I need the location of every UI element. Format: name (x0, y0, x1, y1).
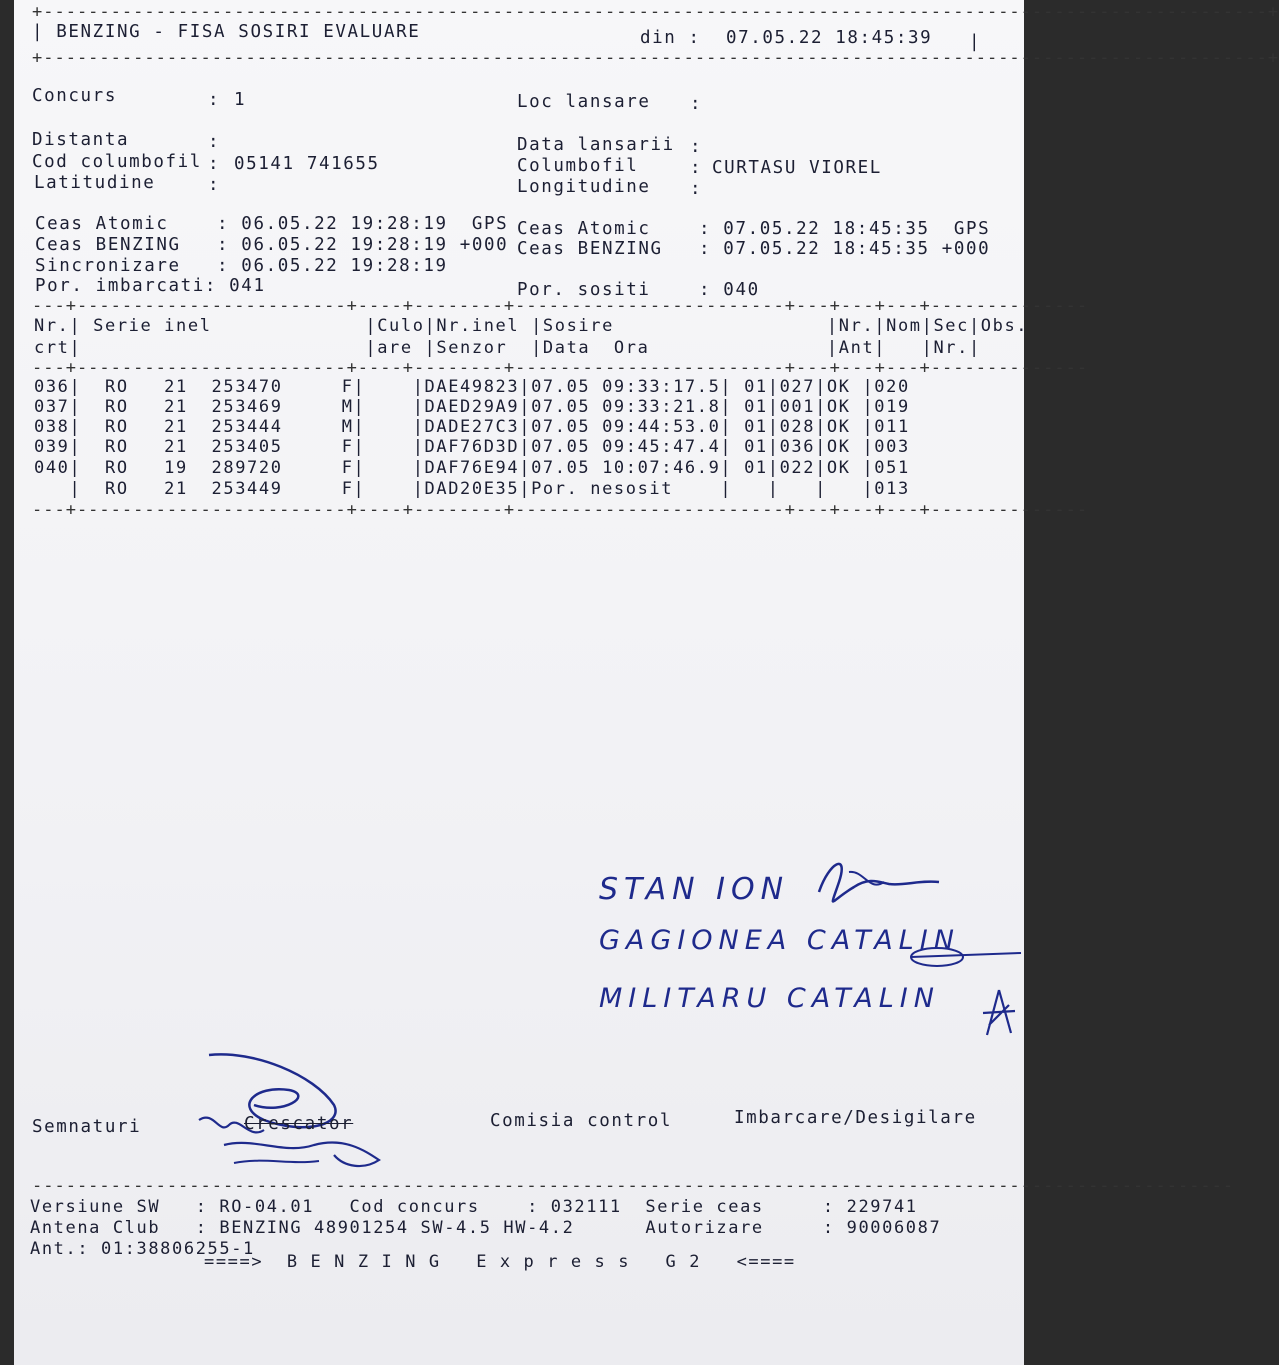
signatures-label: Semnaturi (32, 1117, 142, 1137)
clock-right-line: Ceas Atomic : 07.05.22 18:45:35 GPS (517, 219, 991, 239)
clock-right-line: Ceas BENZING : 07.05.22 18:45:35 +000 (517, 239, 991, 259)
crescator-label: Crescator (244, 1114, 354, 1134)
info-label: Latitudine (34, 173, 156, 193)
footer-line: Antena Club : BENZING 48901254 SW-4.5 HW-4.2 Autorizare : 90006087 (30, 1218, 942, 1238)
table-row: 037| RO 21 253469 M| |DAED29A9|07.05 09:33:21.8| 01|001|OK |019 (34, 397, 910, 417)
footer-line: Ant.: 01:38806255-1 (30, 1239, 255, 1259)
receipt-paper (14, 0, 1279, 1365)
info-label: Data lansarii (517, 135, 675, 155)
header-right-bar: | (969, 32, 982, 52)
info-sep: : (690, 137, 703, 157)
info-sep: : (690, 158, 703, 178)
header-bottom-rule: +-------------------------------------------------------------------------------------------------------------+ (32, 48, 1279, 68)
info-label: Distanta (32, 130, 130, 150)
footer-line: Versiune SW : RO-04.01 Cod concurs : 032111 Serie ceas : 229741 (30, 1197, 918, 1217)
date-label: din : (640, 28, 701, 48)
brand-line: ====> B E N Z I N G E x p r e s s G 2 <==== (204, 1252, 796, 1272)
info-label: Longitudine (517, 177, 651, 197)
info-sep: : (208, 132, 221, 152)
fancier-name: CURTASU VIOREL (712, 158, 882, 178)
info-sep: : (690, 94, 703, 114)
info-label: Cod columbofil (32, 152, 202, 172)
table-header-rule: ---+------------------------+----+--------+------------------------+---+---+---+-------------- (32, 358, 1089, 378)
table-row: | RO 21 253449 F| |DAD20E35|Por. nesosit | | | |013 (34, 479, 910, 499)
info-label: Concurs (32, 86, 117, 106)
print-datetime: 07.05.22 18:45:39 (726, 28, 933, 48)
imbarcare-label: Imbarcare/Desigilare (734, 1108, 977, 1128)
handwritten-mark (979, 985, 1019, 1040)
handwritten-name: GAGIONEA CATALIN (599, 925, 960, 956)
clock-left-line: Ceas BENZING : 06.05.22 19:28:19 +000 (35, 235, 509, 255)
comisia-label: Comisia control (490, 1111, 673, 1131)
footer-rule: ----------------------------------------------------------------------------------------------------------- (32, 1176, 1235, 1196)
table-row: 038| RO 21 253444 M| |DADE27C3|07.05 09:44:53.0| 01|028|OK |011 (34, 417, 910, 437)
table-header-line: Nr.| Serie inel |Culo|Nr.inel |Sosire |Nr.|Nom|Sec|Obs. (34, 316, 1029, 336)
info-label: Columbofil (517, 156, 639, 176)
clock-right-line: Por. sositi : 040 (517, 280, 760, 300)
handwritten-name: STAN ION (599, 872, 790, 907)
crescator-signature (194, 1045, 394, 1180)
handwritten-name: MILITARU CATALIN (599, 983, 940, 1014)
table-row: 036| RO 21 253470 F| |DAE49823|07.05 09:33:17.5| 01|027|OK |020 (34, 377, 910, 397)
clock-left-line: Ceas Atomic : 06.05.22 19:28:19 GPS (35, 214, 509, 234)
table-row: 039| RO 21 253405 F| |DAF76D3D|07.05 09:45:47.4| 01|036|OK |003 (34, 437, 910, 457)
handwritten-mark (909, 935, 1024, 975)
table-header-line: crt| |are |Senzor |Data Ora |Ant| |Nr.| (34, 338, 981, 358)
info-sep: : (208, 175, 221, 195)
clock-left-line: Por. imbarcati: 041 (35, 276, 266, 296)
info-label: Loc lansare (517, 92, 651, 112)
table-row: 040| RO 19 289720 F| |DAF76E94|07.05 10:07:46.9| 01|022|OK |051 (34, 458, 910, 478)
info-sep: : (208, 154, 221, 174)
top-rule: +-------------------------------------------------------------------------------------------------------------+ (32, 2, 1279, 22)
info-sep: : (690, 179, 703, 199)
handwritten-signature (809, 852, 949, 912)
report-title: | BENZING - FISA SOSIRI EVALUARE (32, 22, 421, 42)
info-sep: : (208, 90, 221, 110)
table-top-rule: ---+------------------------+----+--------+------------------------+---+---+---+-------------- (32, 296, 1089, 316)
info-value: 05141 741655 (234, 154, 380, 174)
table-bottom-rule: ---+------------------------+----+--------+------------------------+---+---+---+-------------- (32, 500, 1089, 520)
info-value: 1 (234, 90, 247, 110)
clock-left-line: Sincronizare : 06.05.22 19:28:19 (35, 256, 448, 276)
